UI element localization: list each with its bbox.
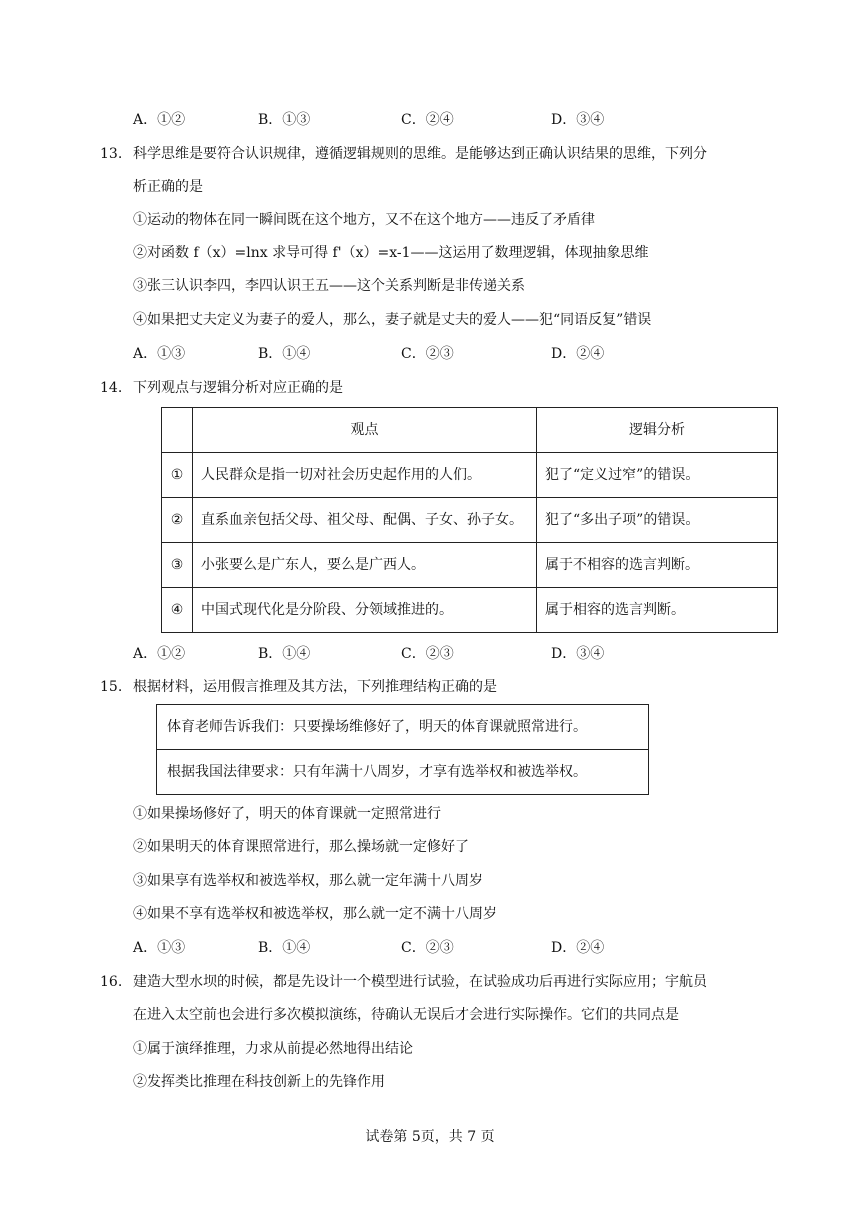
q14-option-b: B．①④ <box>258 646 311 662</box>
q14-options <box>133 644 693 664</box>
table-cell: ④ <box>162 588 193 633</box>
table-cell: ③ <box>162 543 193 588</box>
q16-item-1: ①属于演绎推理，力求从前提必然地得出结论 <box>133 1041 413 1057</box>
table-row <box>162 498 778 543</box>
q13-option-b: B．①④ <box>258 346 311 362</box>
q13-stem-line1: 科学思维是要符合认识规律，遵循逻辑规则的思维。是能够达到正确认识结果的思维，下列分 <box>133 146 707 162</box>
q13-number: 13. <box>100 146 123 162</box>
q14-option-a: A．①② <box>133 646 186 662</box>
table-cell: 属于不相容的选言判断。 <box>537 543 778 588</box>
q12-options <box>133 110 693 130</box>
table-cell: ① <box>162 453 193 498</box>
q16-stem-line1: 建造大型水坝的时候，都是先设计一个模型进行试验，在试验成功后再进行实际应用；宇航员 <box>133 974 707 990</box>
table-row <box>162 453 778 498</box>
q16-stem-line2: 在进入太空前也会进行多次模拟演练，待确认无误后才会进行实际操作。它们的共同点是 <box>133 1007 679 1023</box>
q15-options <box>133 938 693 958</box>
q14-stem: 下列观点与逻辑分析对应正确的是 <box>133 380 343 396</box>
material-row <box>157 750 649 795</box>
table-cell: 小张要么是广东人，要么是广西人。 <box>193 543 537 588</box>
table-header-row <box>162 408 778 453</box>
q15-option-c: C．②③ <box>401 940 454 956</box>
table-cell: ② <box>162 498 193 543</box>
q14-option-d: D．③④ <box>551 646 605 662</box>
table-row <box>162 588 778 633</box>
q14-option-c: C．②③ <box>401 646 454 662</box>
q14-table <box>161 407 778 633</box>
table-header-cell: 观点 <box>193 408 537 453</box>
q12-option-c: C．②④ <box>401 112 454 128</box>
table-cell: 直系血亲包括父母、祖父母、配偶、子女、孙子女。 <box>193 498 537 543</box>
q13-option-c: C．②③ <box>401 346 454 362</box>
q13-option-d: D．②④ <box>551 346 605 362</box>
material-text: 根据我国法律要求：只有年满十八周岁，才享有选举权和被选举权。 <box>157 750 649 795</box>
q15-item-1: ①如果操场修好了，明天的体育课就一定照常进行 <box>133 806 441 822</box>
q13-item-1: ①运动的物体在同一瞬间既在这个地方，又不在这个地方——违反了矛盾律 <box>133 212 595 228</box>
q15-item-4: ④如果不享有选举权和被选举权，那么就一定不满十八周岁 <box>133 906 497 922</box>
table-cell: 犯了“定义过窄”的错误。 <box>537 453 778 498</box>
q15-option-a: A．①③ <box>133 940 186 956</box>
q13-item-4: ④如果把丈夫定义为妻子的爱人，那么，妻子就是丈夫的爱人——犯“同语反复”错误 <box>133 312 652 328</box>
table-cell: 中国式现代化是分阶段、分领域推进的。 <box>193 588 537 633</box>
q12-option-b: B．①③ <box>258 112 311 128</box>
page-footer: 试卷第 5页，共 7 页 <box>365 1129 495 1145</box>
q15-material-box <box>156 704 649 795</box>
q15-item-2: ②如果明天的体育课照常进行，那么操场就一定修好了 <box>133 839 469 855</box>
q15-item-3: ③如果享有选举权和被选举权，那么就一定年满十八周岁 <box>133 873 483 889</box>
table-header-cell: 逻辑分析 <box>537 408 778 453</box>
table-cell: 属于相容的选言判断。 <box>537 588 778 633</box>
q13-stem-line2: 析正确的是 <box>133 179 203 195</box>
q13-option-a: A．①③ <box>133 346 186 362</box>
table-cell: 犯了“多出子项”的错误。 <box>537 498 778 543</box>
q15-option-b: B．①④ <box>258 940 311 956</box>
q13-item-3: ③张三认识李四，李四认识王五——这个关系判断是非传递关系 <box>133 278 525 294</box>
q16-item-2: ②发挥类比推理在科技创新上的先锋作用 <box>133 1074 385 1090</box>
table-row <box>162 543 778 588</box>
q12-option-d: D．③④ <box>551 112 605 128</box>
q12-option-a: A．①② <box>133 112 186 128</box>
q13-options <box>133 344 693 364</box>
q15-option-d: D．②④ <box>551 940 605 956</box>
table-cell: 人民群众是指一切对社会历史起作用的人们。 <box>193 453 537 498</box>
q15-stem: 根据材料，运用假言推理及其方法，下列推理结构正确的是 <box>133 679 497 695</box>
q16-number: 16. <box>100 974 123 990</box>
q15-number: 15. <box>100 679 123 695</box>
material-text: 体育老师告诉我们：只要操场维修好了，明天的体育课就照常进行。 <box>157 705 649 750</box>
table-header-cell <box>162 408 193 453</box>
q14-number: 14. <box>100 380 123 396</box>
material-row <box>157 705 649 750</box>
q13-item-2: ②对函数 f（x）=lnx 求导可得 f'（x）=x-1——这运用了数理逻辑，体现抽象思维 <box>133 245 649 261</box>
